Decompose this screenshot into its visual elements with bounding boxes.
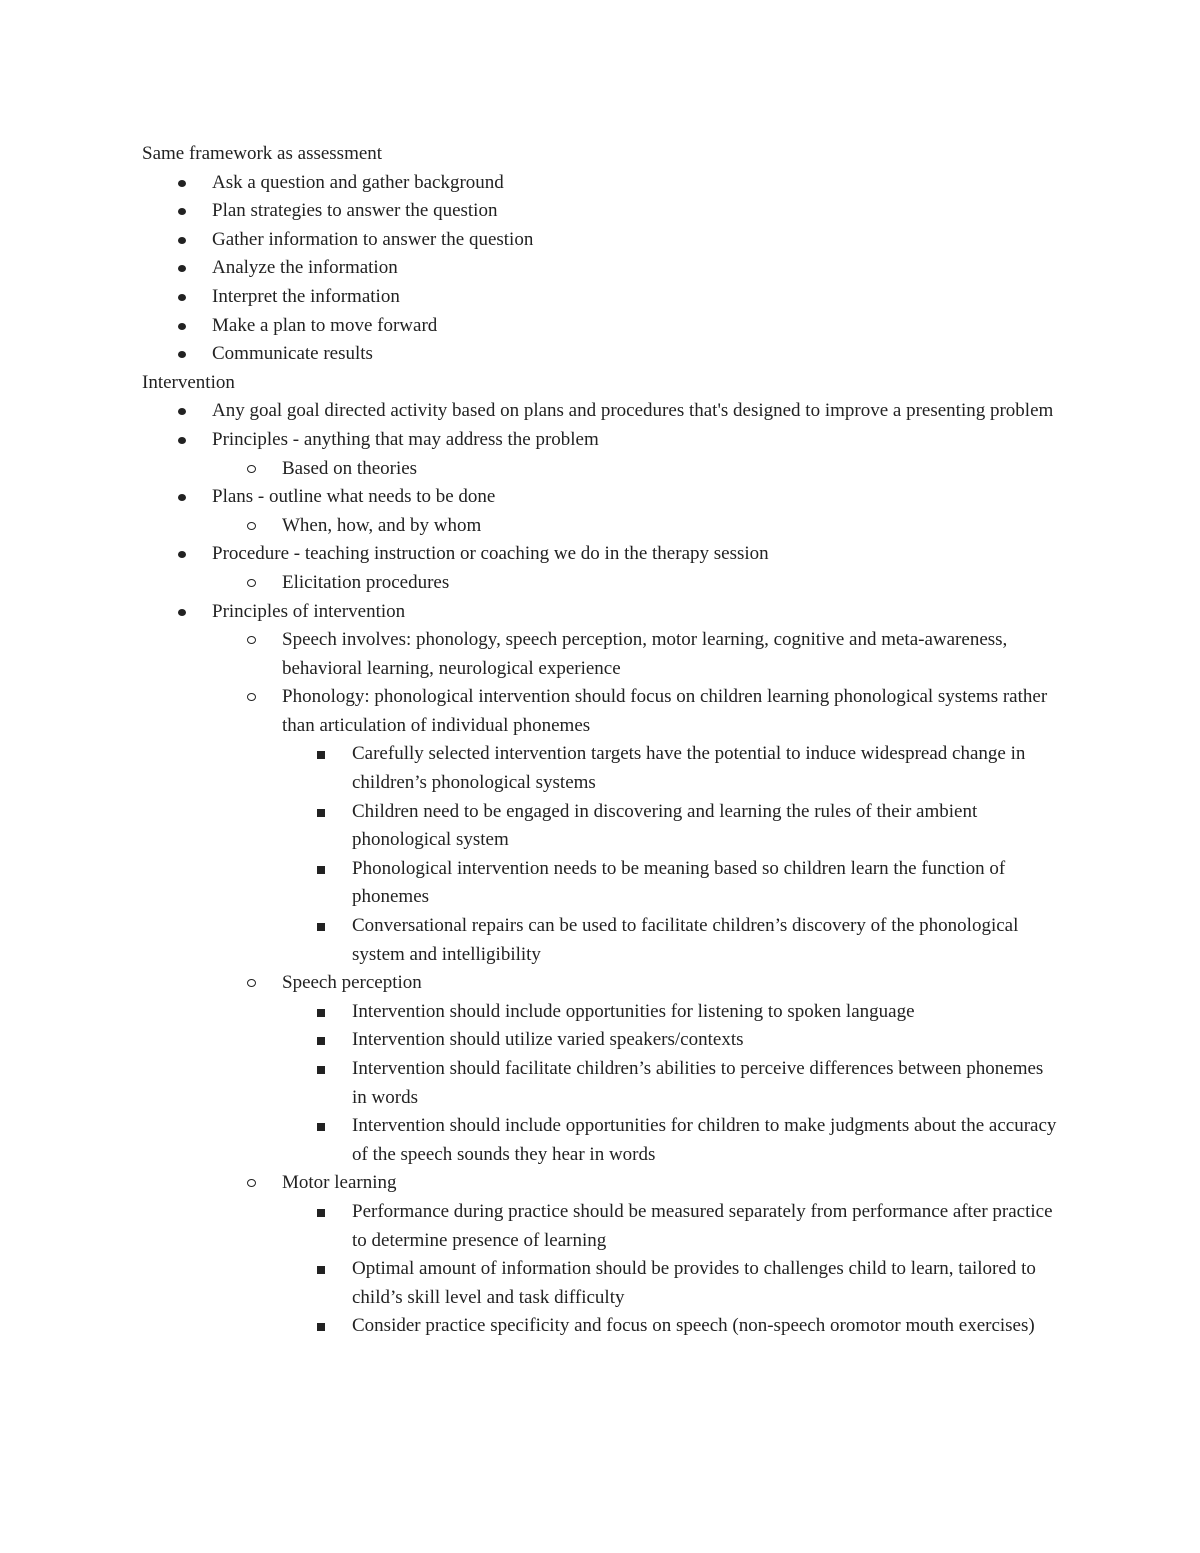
- list-item: Consider practice specificity and focus on speech (non-speech oromotor mouth exercises): [352, 1315, 1035, 1337]
- list-item: Speech involves: phonology, speech perception, motor learning, cognitive and meta-awareness, behavioral learning, neurological experience: [282, 629, 1008, 679]
- list-item: Principles - anything that may address the problem Based on theories: [142, 426, 1062, 483]
- list-item: Speech perception Intervention should include opportunities for listening to spoken language Intervention should utilize varied speakers/contexts Intervention should facilitate children’s abilities to perceive differences between phonemes in words Intervention should include opportunities for children to make judgments about the accuracy of the speech sounds they hear in words: [212, 969, 1062, 1169]
- list-item: Children need to be engaged in discovering and learning the rules of their ambient phonological system: [352, 800, 978, 851]
- list-item: Based on theories: [282, 457, 418, 479]
- sub-list: [212, 569, 1062, 598]
- list-item: Phonology: phonological intervention should focus on children learning phonological systems rather than articulation of individual phonemes Carefully selected intervention targets have the potential to induce widespread change in children’s phonological systems Children need to be engaged in discovering and learning the rules of their ambient phonological system Phonological intervention needs to be meaning based so children learn the function of phonemes Conversational repairs can be used to facilitate children’s discovery of the phonological system and intelligibility: [212, 683, 1062, 969]
- list-item: Make a plan to move forward: [212, 314, 438, 336]
- framework-list: [142, 169, 1062, 369]
- sub-list: [212, 626, 1062, 1341]
- sub-sub-list: [282, 998, 1062, 1170]
- list-item: Motor learning Performance during practice should be measured separately from performance after practice to determine presence of learning Optimal amount of information should be provides to challenges child to learn, tailored to child’s skill level and task difficulty Consider practice specificity and focus on speech (non-speech oromotor mouth exercises): [212, 1169, 1062, 1341]
- list-item: Plans - outline what needs to be done When, how, and by whom: [142, 483, 1062, 540]
- list-item: Procedure - teaching instruction or coaching we do in the therapy session Elicitation procedures: [142, 540, 1062, 597]
- framework-heading: Same framework as assessment: [142, 143, 383, 164]
- list-item: Elicitation procedures: [282, 571, 450, 593]
- sub-list: [212, 455, 1062, 484]
- sub-sub-list: [282, 740, 1062, 969]
- list-item: Plan strategies to answer the question: [212, 200, 498, 222]
- list-item: Gather information to answer the question: [212, 228, 534, 250]
- list-item: Optimal amount of information should be provides to challenges child to learn, tailored to child’s skill level and task difficulty: [352, 1258, 1036, 1308]
- list-item: Analyze the information: [212, 257, 398, 279]
- list-item: Communicate results: [212, 343, 373, 365]
- list-item: Performance during practice should be measured separately from performance after practice to determine presence of learning: [352, 1200, 1053, 1251]
- list-item: Carefully selected intervention targets have the potential to induce widespread change in children’s phonological systems: [352, 743, 1026, 794]
- list-item: Intervention should utilize varied speakers/contexts: [352, 1029, 744, 1051]
- list-item: Any goal goal directed activity based on plans and procedures that's designed to improve a presenting problem: [212, 400, 1054, 422]
- intervention-heading: Intervention: [142, 371, 235, 393]
- list-item: Ask a question and gather background: [212, 171, 504, 193]
- list-item: Interpret the information: [212, 285, 400, 307]
- sub-sub-list: [282, 1198, 1062, 1341]
- list-item: Intervention should include opportunities for children to make judgments about the accuracy of the speech sounds they hear in words: [352, 1115, 1057, 1165]
- list-item: When, how, and by whom: [282, 514, 482, 536]
- sub-list: [212, 512, 1062, 541]
- list-item: Principles of intervention Speech involves: phonology, speech perception, motor learning, cognitive and meta-awareness, behavioral learning, neurological experience Phonology: phonological intervention should focus on children learning phonological systems rather than articulation of individual phonemes Carefully selected intervention targets have the potential to induce widespread change in children’s phonological systems Children need to be engaged in discovering and learning the rules of their ambient phonological system Phonological intervention needs to be meaning based so children learn the function of phonemes Conversational repairs can be used to facilitate children’s discovery of the phonological system and intelligibility Speech perception Intervention should include opportunities for listening to spoken language Intervention should utilize varied speakers/contexts Intervention should facilitate children’s abilities to perceive differences between phonemes in words Intervention should include opportunities for children to make judgments about the accuracy of the speech sounds they hear in words Motor learning Performance during practice should be measured separately from performance after practice to determine presence of learning Optimal amount of information should be provides to challenges child to learn, tailored to child’s skill level and task difficulty Consider practice specificity and focus on speech (non-speech oromotor mouth exercises): [142, 598, 1062, 1341]
- list-item: Conversational repairs can be used to facilitate children’s discovery of the phonological system and intelligibility: [352, 915, 1019, 965]
- intervention-list: [142, 397, 1062, 1341]
- list-item: Intervention should include opportunities for listening to spoken language: [352, 1000, 915, 1022]
- document-body: [142, 140, 1062, 1341]
- list-item: Phonological intervention needs to be meaning based so children learn the function of phonemes: [352, 857, 1006, 908]
- list-item: Intervention should facilitate children’s abilities to perceive differences between phonemes in words: [352, 1058, 1044, 1108]
